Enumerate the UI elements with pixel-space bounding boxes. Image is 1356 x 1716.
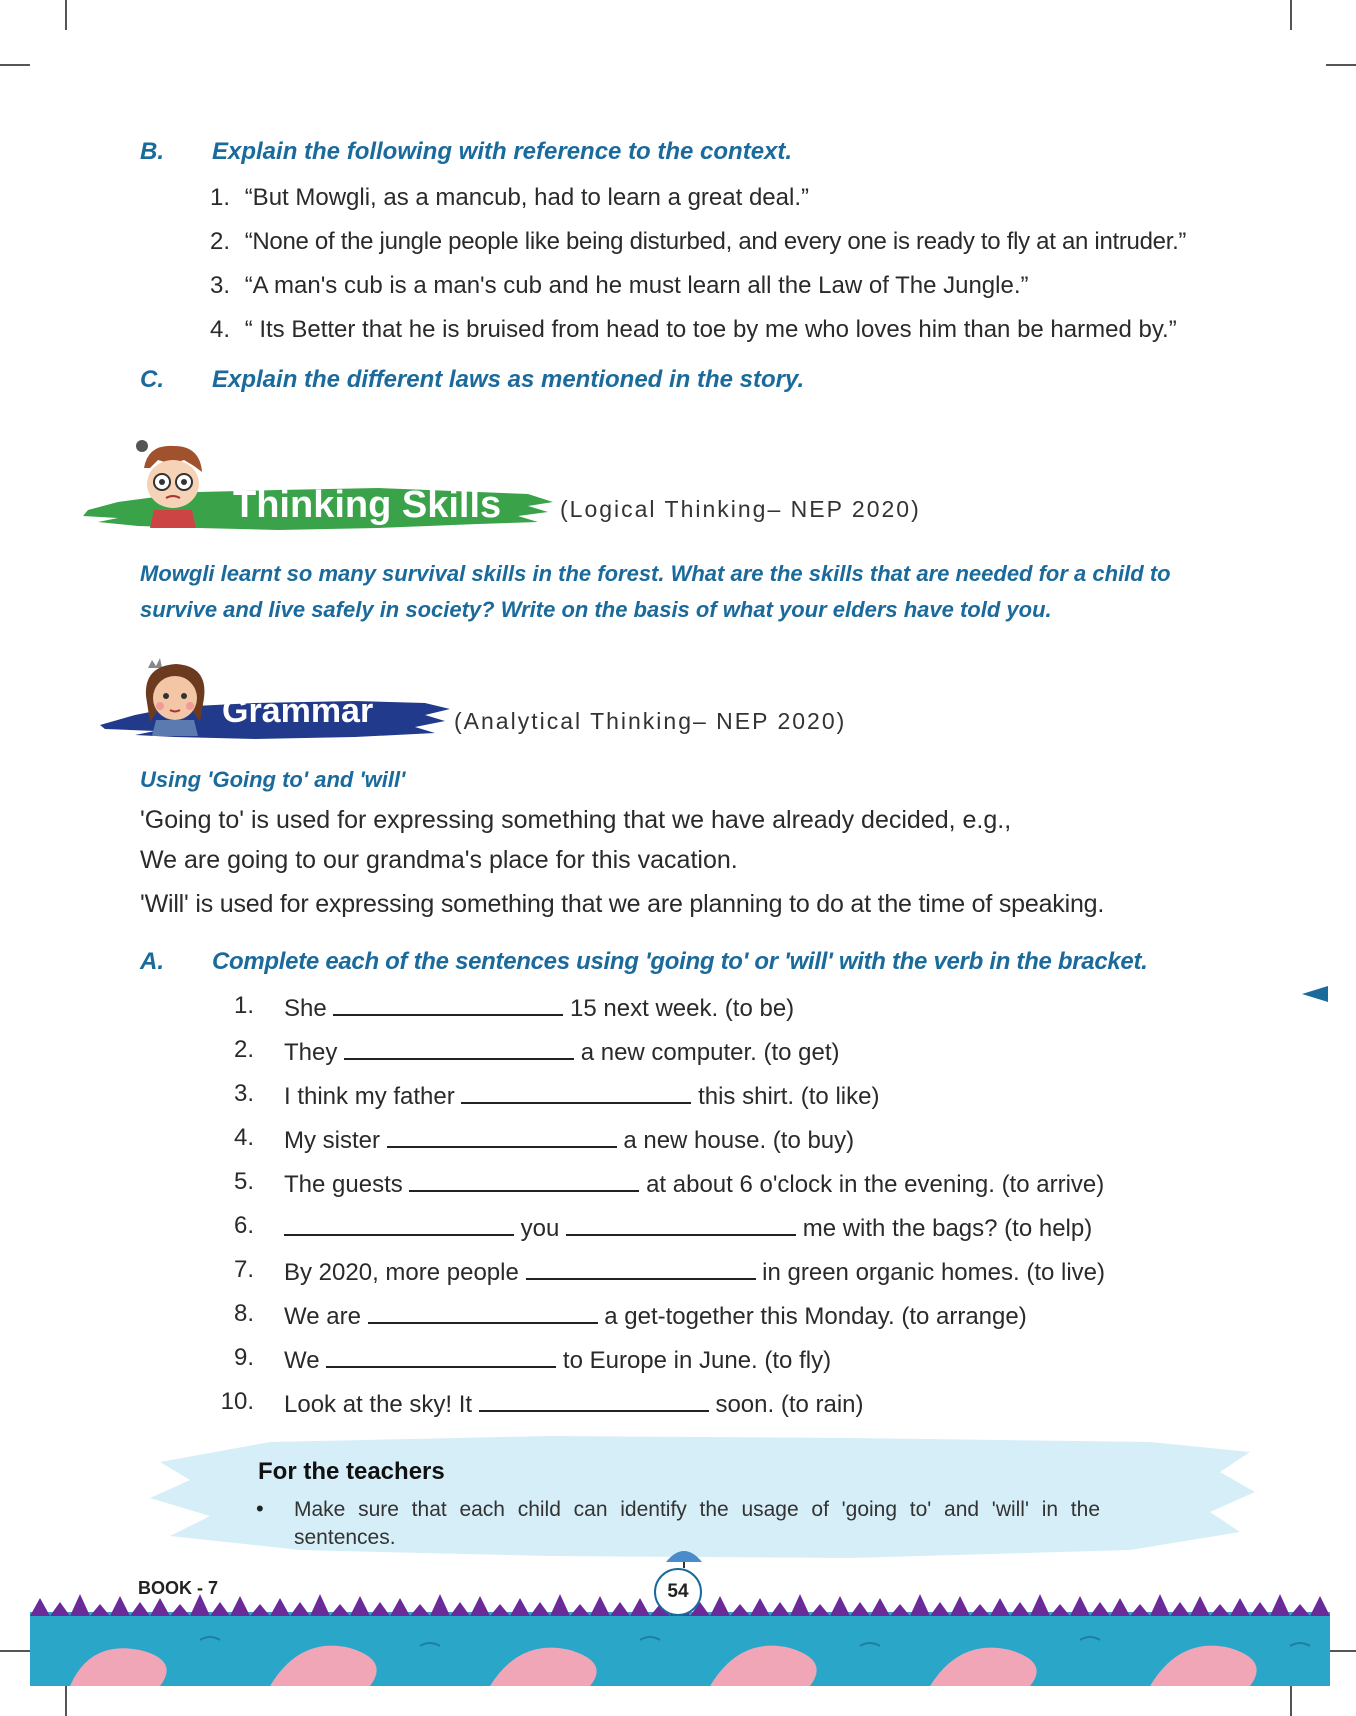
answer-blank[interactable] [284, 1212, 514, 1236]
crop-mark [0, 1650, 30, 1652]
list-item [210, 272, 1029, 300]
item-number: 3. [210, 272, 231, 299]
list-item [210, 228, 1186, 256]
item-number: 4. [210, 316, 231, 343]
answer-blank[interactable] [326, 1344, 556, 1368]
crop-mark [65, 1686, 67, 1716]
answer-blank[interactable] [344, 1036, 574, 1060]
grammar-title: Grammar [222, 692, 374, 730]
item-text: “ Its Better that he is bruised from head to toe by me who loves him than be harmed by.” [244, 316, 1177, 343]
item-text: “But Mowgli, as a mancub, had to learn a great deal.” [244, 184, 809, 211]
exercise-number: 8. [233, 1300, 254, 1327]
exercise-number: 3. [233, 1080, 254, 1107]
section-c-title: Explain the different laws as mentioned in the story. [212, 366, 805, 393]
answer-blank[interactable] [566, 1212, 796, 1236]
exercise-number: 7. [233, 1256, 254, 1283]
exercise-sentence [284, 1124, 854, 1155]
crop-mark [0, 64, 30, 66]
section-b-letter: B. [140, 138, 164, 165]
grammar-topic: Using 'Going to' and 'will' [140, 767, 406, 792]
grammar-line: 'Going to' is used for expressing something that we have already decided, e.g., [140, 806, 1012, 834]
sentence-end: at about 6 o'clock in the evening. (to arrive) [646, 1171, 1105, 1198]
umbrella-icon [664, 1544, 704, 1568]
thinking-skills-question: Mowgli learnt so many survival skills in the forest. What are the skills that are needed for a child to survive and live safely in society? Write on the basis of what your elders have told you. [140, 561, 1171, 622]
sentence-end: this shirt. (to like) [698, 1083, 880, 1110]
sentence-end: a new computer. (to get) [580, 1039, 840, 1066]
girl-icon [138, 652, 212, 736]
answer-blank[interactable] [479, 1388, 709, 1412]
list-item [210, 316, 1177, 344]
exercise-number: 1. [233, 992, 254, 1019]
teacher-note-bullet-icon: • [256, 1496, 264, 1521]
side-marker-icon [1302, 986, 1328, 1002]
boy-with-glasses-icon [134, 438, 212, 530]
exercise-number: 4. [233, 1124, 254, 1151]
teacher-note-title: For the teachers [258, 1458, 445, 1485]
exercise-number: 10. [220, 1388, 254, 1415]
exercise-a-letter: A. [140, 948, 164, 975]
exercise-sentence [284, 992, 794, 1023]
section-b-heading [140, 138, 1040, 168]
answer-blank[interactable] [526, 1256, 756, 1280]
sentence-start: By 2020, more people [284, 1259, 519, 1286]
answer-blank[interactable] [368, 1300, 598, 1324]
section-c-heading [140, 366, 1040, 396]
crop-mark [1290, 0, 1292, 30]
grammar-line: We are going to our grandma's place for this vacation. [140, 846, 738, 874]
crop-mark [1326, 64, 1356, 66]
exercise-sentence [284, 1036, 840, 1067]
item-text: “None of the jungle people like being disturbed, and every one is ready to fly at an intruder.” [244, 228, 1187, 255]
exercise-number: 9. [233, 1344, 254, 1371]
sentence-start: She [284, 995, 327, 1022]
sentence-end: me with the bags? (to help) [802, 1215, 1093, 1242]
sentence-start: We [284, 1347, 320, 1374]
crop-mark [65, 0, 67, 30]
section-c-letter: C. [140, 366, 164, 393]
sentence-start: Look at the sky! It [284, 1391, 473, 1418]
item-text: “A man's cub is a man's cub and he must learn all the Law of The Jungle.” [244, 272, 1029, 299]
exercise-a-heading [140, 948, 1270, 978]
list-item [210, 184, 809, 212]
exercise-sentence [284, 1256, 1105, 1287]
sentence-middle: you [520, 1215, 560, 1242]
sentence-start: The guests [284, 1171, 403, 1198]
crop-mark [1326, 1650, 1356, 1652]
teacher-note-text: Make sure that each child can identify the usage of 'going to' and 'will' in the sentences. [294, 1498, 1100, 1549]
section-b-title: Explain the following with reference to the context. [212, 138, 793, 165]
sentence-end: 15 next week. (to be) [570, 995, 795, 1022]
thinking-skills-subtitle: (Logical Thinking– NEP 2020) [560, 496, 921, 522]
answer-blank[interactable] [461, 1080, 691, 1104]
exercise-sentence [284, 1080, 879, 1111]
sentence-end: a get-together this Monday. (to arrange) [604, 1303, 1027, 1330]
exercise-number: 6. [233, 1212, 254, 1239]
exercise-number: 2. [233, 1036, 254, 1063]
sentence-start: We are [284, 1303, 361, 1330]
page-number: 54 [654, 1568, 702, 1616]
exercise-number: 5. [233, 1168, 254, 1195]
item-number: 1. [210, 184, 231, 211]
sentence-start: My sister [284, 1127, 380, 1154]
sentence-end: soon. (to rain) [715, 1391, 864, 1418]
grammar-line: 'Will' is used for expressing something that we are planning to do at the time of speaking. [140, 890, 1105, 918]
sentence-end: to Europe in June. (to fly) [562, 1347, 832, 1374]
sentence-end: a new house. (to buy) [623, 1127, 855, 1154]
thinking-skills-title: Thinking Skills [233, 484, 502, 526]
exercise-sentence [284, 1168, 1104, 1199]
crop-mark [1290, 1686, 1292, 1716]
exercise-sentence [284, 1212, 1092, 1243]
answer-blank[interactable] [387, 1124, 617, 1148]
item-number: 2. [210, 228, 231, 255]
sentence-start: They [284, 1039, 338, 1066]
exercise-sentence [284, 1300, 1027, 1331]
book-label: BOOK - 7 [138, 1578, 219, 1598]
grammar-subtitle: (Analytical Thinking– NEP 2020) [454, 708, 847, 734]
exercise-sentence [284, 1344, 831, 1375]
sentence-end: in green organic homes. (to live) [762, 1259, 1106, 1286]
answer-blank[interactable] [333, 992, 563, 1016]
exercise-sentence [284, 1388, 864, 1419]
answer-blank[interactable] [409, 1168, 639, 1192]
sentence-start: I think my father [284, 1083, 455, 1110]
exercise-a-title: Complete each of the sentences using 'going to' or 'will' with the verb in the bracket. [212, 948, 1148, 975]
